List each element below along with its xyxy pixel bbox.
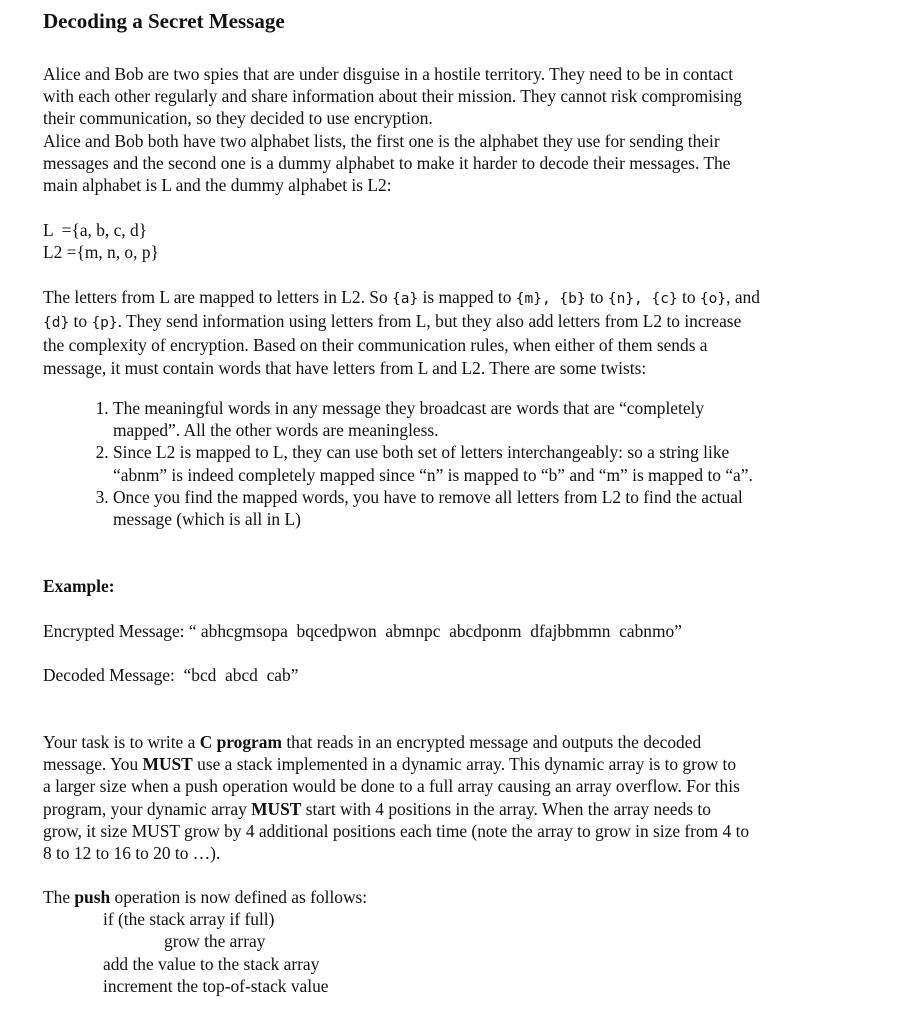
intro-paragraph	[43, 63, 843, 196]
task-line: a larger size when a push operation would be done to a full array causing an array overflow. For this	[43, 776, 740, 797]
rule-line: “abnm” is indeed completely mapped since “n” is mapped to “b” and “m” is mapped to “a”.	[113, 464, 753, 485]
push-step: add the value to the stack array	[103, 953, 320, 974]
encrypted-message: Encrypted Message: “ abhcgmsopa bqcedpwon abmnpc abcdponm dfajbbmmn cabnmo”	[43, 621, 682, 641]
push-text: The	[43, 887, 75, 907]
alphabet-l: L ={a, b, c, d}	[43, 220, 148, 240]
set-m-b: {m}, {b}	[515, 291, 586, 307]
task-text: start with 4 positions in the array. When the array needs to	[301, 798, 711, 819]
rule-item	[113, 441, 873, 485]
task-emphasis: MUST	[142, 754, 193, 775]
push-step: grow the array	[164, 931, 266, 952]
task-line	[43, 753, 843, 775]
task-line	[43, 798, 843, 820]
decoded-message: Decoded Message: “bcd abcd cab”	[43, 665, 299, 685]
task-emphasis: MUST	[251, 798, 302, 819]
mapping-line-1	[43, 286, 843, 310]
mapping-text: to	[69, 311, 92, 332]
task-text: message. You	[43, 754, 143, 775]
set-n-c: {n}, {c}	[607, 291, 678, 307]
set-p: {p}	[91, 315, 118, 332]
push-step: increment the top-of-stack value	[103, 975, 329, 996]
rule-line: message (which is all in L)	[113, 509, 301, 530]
mapping-text: is mapped to	[418, 287, 516, 307]
task-paragraph	[43, 731, 843, 864]
set-d: {d}	[43, 315, 70, 332]
task-text: Your task is to write a	[43, 732, 200, 752]
push-text: operation is now defined as follows:	[110, 887, 368, 907]
push-step: if (the stack array if full)	[103, 909, 275, 930]
mapping-text: The letters from L are mapped to letters in L2. So	[43, 287, 392, 307]
alphabet-definitions	[43, 219, 843, 263]
intro-line: with each other regularly and share information about their mission. They cannot risk compromising	[43, 86, 742, 107]
rule-item	[113, 397, 873, 441]
rules-list	[80, 397, 873, 530]
intro-line: their communication, so they decided to use encryption.	[43, 108, 433, 129]
push-definition	[43, 886, 843, 997]
intro-line: main alphabet is L and the dummy alphabet is L2:	[43, 175, 392, 196]
mapping-paragraph	[43, 286, 843, 379]
intro-line: Alice and Bob are two spies that are under disguise in a hostile territory. They need to be in contact	[43, 64, 734, 84]
mapping-line-3: the complexity of encryption. Based on their communication rules, when either of them sends a	[43, 335, 708, 356]
set-a: {a}	[392, 291, 419, 307]
task-text: program, your dynamic array	[43, 798, 252, 819]
task-text: that reads in an encrypted message and outputs the decoded	[281, 732, 702, 752]
rule-line: 1. The meaningful words in any message they broadcast are words that are “completely	[113, 398, 705, 418]
push-keyword: push	[74, 887, 111, 907]
mapping-text: , and	[726, 287, 760, 307]
task-line: 8 to 12 to 16 to 20 to …).	[43, 843, 221, 864]
mapping-line-4: message, it must contain words that have letters from L and L2. There are some twists:	[43, 357, 647, 378]
alphabet-l2: L2 ={m, n, o, p}	[43, 242, 159, 263]
task-line: grow, it size MUST grow by 4 additional positions each time (note the array to grow in size from 4 to	[43, 820, 750, 841]
rule-item	[113, 486, 873, 530]
intro-line: messages and the second one is a dummy alphabet to make it harder to decode their messages. The	[43, 152, 731, 173]
page-title: Decoding a Secret Message	[43, 9, 285, 33]
mapping-text: to	[585, 287, 608, 307]
set-o: {o}	[699, 291, 727, 307]
rule-line: 3. Once you find the mapped words, you have to remove all letters from L2 to find the actual	[113, 486, 743, 507]
push-intro	[43, 886, 843, 908]
example-heading: Example:	[43, 576, 115, 596]
mapping-line-2	[43, 310, 843, 334]
mapping-text: . They send information using letters from L, but they also add letters from L2 to increase	[117, 311, 742, 332]
mapping-text: to	[677, 287, 700, 307]
task-emphasis: C program	[199, 732, 282, 752]
intro-line: Alice and Bob both have two alphabet lists, the first one is the alphabet they use for sending their	[43, 130, 720, 151]
rule-line: 2. Since L2 is mapped to L, they can use both set of letters interchangeably: so a string like	[113, 442, 730, 463]
rule-line: mapped”. All the other words are meaningless.	[113, 420, 439, 441]
task-text: use a stack implemented in a dynamic array. This dynamic array is to grow to	[192, 754, 737, 775]
task-line	[43, 731, 843, 753]
